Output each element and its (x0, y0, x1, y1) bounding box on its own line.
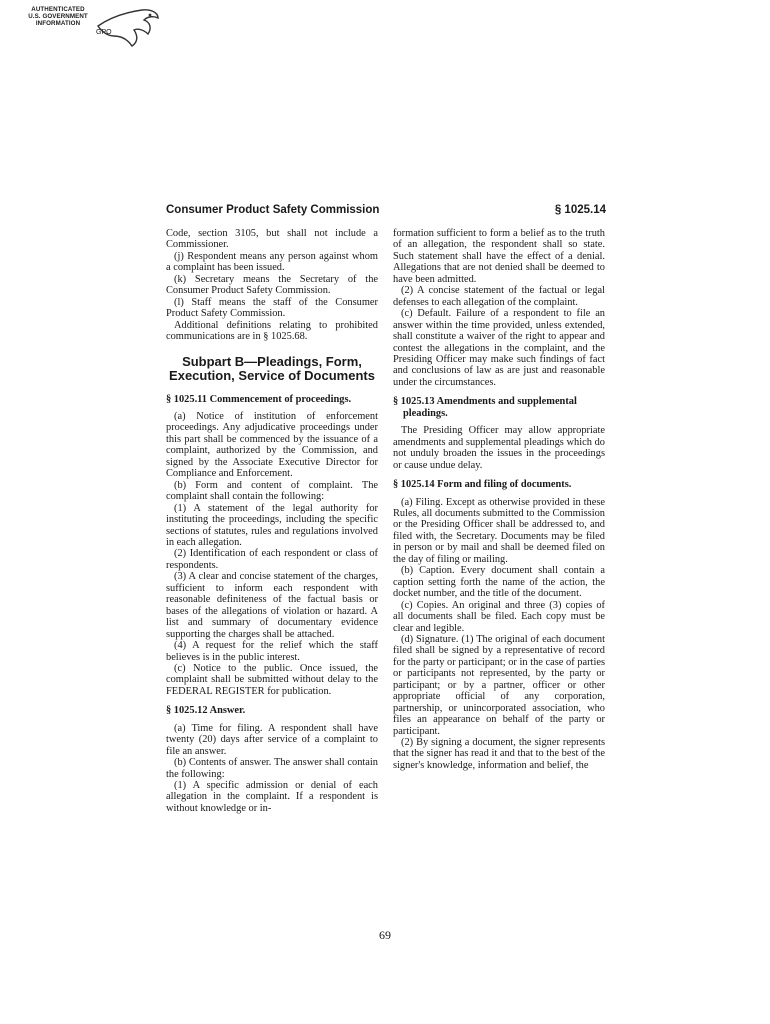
section-heading-1025-14: § 1025.14 Form and filing of documents. (393, 479, 572, 491)
section-heading-1025-13: § 1025.13 Amendments and supplemental pleadings. (393, 396, 577, 419)
subpart-heading-line-1: Subpart B—Pleadings, Form, (182, 353, 362, 369)
paragraph: The Presiding Officer may allow appropriate amendments and supplemental pleadings which do not unduly broaden the issues in the proceedings or cause undue delay. (393, 425, 605, 471)
paragraph: (b) Form and content of complaint. The complaint shall contain the following: (166, 479, 378, 503)
stamp-line-3: INFORMATION (35, 20, 81, 27)
paragraph: (c) Notice to the public. Once issued, the complaint shall be submitted without delay to the FEDERAL REGISTER for publication. (166, 662, 378, 697)
paragraph: (c) Copies. An original and three (3) copies of all documents shall be filed. Each copy must be clear and legible. (393, 599, 605, 634)
section-heading-1025-12: § 1025.12 Answer. (166, 705, 246, 717)
paragraph: (b) Caption. Every document shall contain a caption setting forth the name of the action, the docket number, and the title of the document. (393, 565, 605, 600)
section-heading-1025-11: § 1025.11 Commencement of proceedings. (166, 393, 352, 405)
right-column (393, 228, 605, 771)
paragraph: (k) Secretary means the Secretary of the Consumer Product Safety Commission. (166, 273, 378, 297)
left-column (166, 228, 378, 814)
stamp-line-1: AUTHENTICATED (31, 6, 85, 13)
running-header-section: § 1025.14 (554, 204, 606, 216)
page-number: 69 (379, 928, 391, 942)
paragraph: (3) A clear and concise statement of the charges, sufficient to inform each respondent with reasonable definiteness of the factual basis or bases of the allegations of violation or hazard. A list and summary of documentary evidence supporting the charges shall be attached. (166, 571, 378, 640)
paragraph: (a) Notice of institution of enforcement proceedings. Any adjudicative proceedings under this part shall be commenced by the issuance of a complaint, authorized by the Commission, and signed by the Associate Executive Director for Compliance and Enforcement. (166, 410, 378, 480)
paragraph: Additional definitions relating to prohibited communications are in § 1025.68. (166, 319, 378, 343)
paragraph: (a) Filing. Except as otherwise provided in these Rules, all documents submitted to the Commission or the Presiding Officer shall be addressed to, and filed with, the Secretary. Documents may be filed in person or by mail and shall be deemed filed on the day of filing or mailing. (393, 496, 605, 565)
paragraph: (1) A statement of the legal authority for instituting the proceedings, including the specific sections of statutes, rules and regulations involved in each allegation. (166, 502, 378, 548)
running-header-title: Consumer Product Safety Commission (166, 204, 380, 216)
paragraph: (l) Staff means the staff of the Consumer Product Safety Commission. (166, 296, 378, 320)
stamp-text (20, 6, 96, 27)
subpart-heading-line-2: Execution, Service of Documents (169, 368, 375, 384)
authentication-stamp (20, 6, 144, 50)
paragraph: (j) Respondent means any person against whom a complaint has been issued. (166, 250, 378, 274)
paragraph: Code, section 3105, but shall not include a Commissioner. (166, 228, 378, 251)
paragraph: (a) Time for filing. A respondent shall have twenty (20) days after service of a complaint to file an answer. (166, 722, 378, 757)
paragraph: (2) A concise statement of the factual or legal defenses to each allegation of the complaint. (393, 285, 605, 308)
paragraph: (1) A specific admission or denial of each allegation in the complaint. If a respondent is without knowledge or in- (166, 780, 378, 814)
subpart-heading (166, 355, 378, 384)
stamp-gpo: GPO (96, 29, 112, 36)
stamp-line-2: U.S. GOVERNMENT (28, 13, 88, 20)
paragraph: (4) A request for the relief which the staff believes is in the public interest. (166, 640, 378, 663)
eagle-seal-icon (88, 6, 162, 50)
paragraph: (c) Default. Failure of a respondent to file an answer within the time provided, unless extended, shall constitute a waiver of the right to appear and contest the allegations in the complaint, and the Presiding Officer may make such findings of fact and conclusions of law as are just and reasonable under the circumstances. (393, 308, 605, 388)
paragraph: (d) Signature. (1) The original of each document filed shall be signed by a representative of record for the party or participant; or in the case of parties or participants not represented, by the party or participant; or by a partner, officer or other appropriate official of any corporation, partnership, or unincorporated association, who files an appearance on behalf of the party or participant. (393, 633, 605, 737)
paragraph: (2) Identification of each respondent or class of respondents. (166, 548, 378, 571)
paragraph: (b) Contents of answer. The answer shall contain the following: (166, 757, 378, 780)
paragraph: formation sufficient to form a belief as to the truth of an allegation, the respondent shall so state. Such statement shall have the effect of a denial. Allegations that are not denied shall be deemed to have been admitted. (393, 228, 605, 285)
paragraph: (2) By signing a document, the signer represents that the signer has read it and that to the best of the signer's knowledge, information and belief, the (393, 737, 605, 771)
